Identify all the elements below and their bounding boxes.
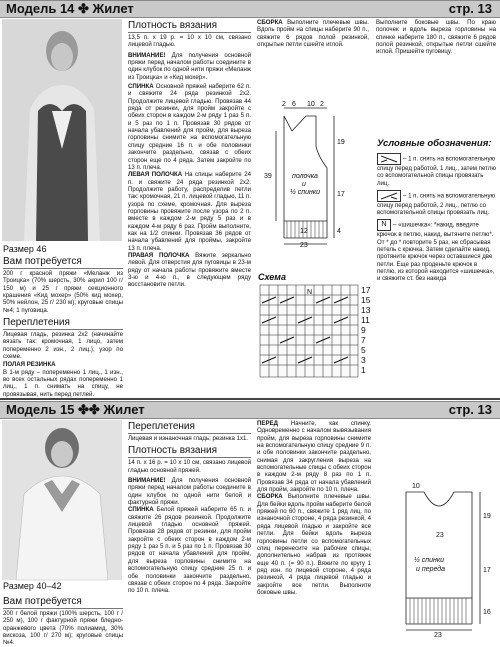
model15-need-text: 200 г белой пряжи (100% шерсть, 100 г / 250 м), 100 г фактурной пряжи бледно-оранжевого цвета (70% полиамид, 30% вискоза, 100 г/ 270 м); круговые спицы №4.: [3, 610, 123, 647]
diag15-label-2: и переда: [416, 566, 446, 573]
model14-photo: [2, 19, 122, 241]
model14-attention-text: Для получения основной пряжи перед началом работы соедините в один клубок по одной нити пряжи «Меланж из Троицка» и «Кид мохер».: [128, 51, 251, 81]
diag15-num-1: 23: [436, 532, 444, 539]
model14-hollow-title: ПОЛАЯ РЕЗИНКА: [3, 361, 56, 369]
model15-front-label: ПЕРЕД: [257, 420, 278, 427]
model14-stitch-chart: [258, 283, 376, 379]
model14-title: Модель 14 ✤ Жилет: [6, 1, 134, 16]
cable-right-icon: [377, 190, 401, 202]
woman-white-vest-photo-icon: [2, 420, 122, 580]
model15-size: Размер 40–42: [3, 581, 62, 591]
diag15-num-2: 19: [483, 513, 491, 520]
model15-assembly-text: Выполните плечевые швы. Для бейки вдоль пройм наберите белой пряжей по 60 п., свяжите 1 ряд лиц. по изнаночной стороне, 4 ряда резинкой, 4 ряда лицевой гладью и закройте все петли. Для бейки вдоль выреза горловины петли со вспомогательных спиц перенесите на рабочие спицы, дополнительно набрав из протяжек еще 40 п. (= 90 п.). Вяжите по кругу 1 ряд изн. по лицевой стороне, 4 ряда резинкой, 4 ряда лицевой гладью и закройте все петли. Выполните боковые швы.: [257, 493, 371, 596]
diag14-label-2: и: [302, 181, 306, 188]
diag14-num-8: 12: [300, 228, 308, 235]
diag14-num-9: 23: [300, 242, 308, 249]
model15-front-text: Начните, как спинку. Одновременно с началом вывязывания пройм, для выреза горловины снимите на вспомогательную спицу средние 9 п. и обе половинки закончите раздельно, снимая для закругления выреза на вспомогательные спицы с обеих сторон в каждом 2-м ряду 8 раз по 1 п. Провязав 34 ряда от начала убавлений для пройм, закройте по 10 п. плеча.: [257, 420, 371, 494]
model15-page: стр. 13: [448, 402, 492, 417]
diag15-num-0: 10: [412, 483, 420, 490]
diag14-num-5: 39: [264, 173, 272, 180]
diag14-num-7: 4: [337, 228, 341, 235]
models-divider: [0, 398, 500, 400]
model14-header: [0, 0, 500, 18]
model14-weave-text: Лицевая гладь, резинка 2х2 (начинайте вязать так: кромочная, 1 лицо, затем попеременно 2 изн., 2 лиц.); узор по схеме.: [3, 331, 123, 361]
cable-left-icon: [377, 153, 401, 165]
model15-assembly-label: СБОРКА: [257, 493, 283, 501]
model14-weave-title: Переплетения: [3, 317, 123, 330]
model15-title: Модель 15 ✤✤ Жилет: [6, 402, 145, 417]
model15-col1: [3, 581, 123, 647]
schema-title: Схема: [258, 272, 286, 282]
model14-attention-label: ВНИМАНИЕ!: [128, 51, 166, 59]
model14-assembly-text: Выполните плечевые швы. Вдоль пройм на спицы наберите 90 п., свяжите 6 рядов полой резинкой, открытые петли сшейте иглой.: [257, 19, 369, 49]
model14-pattern-diagram: [262, 96, 380, 248]
model14-page: стр. 13: [448, 1, 492, 16]
model14-back-label: СПИНКА: [128, 83, 154, 91]
model15-weave-title: Переплетения: [128, 421, 251, 434]
model14-right-label: ПРАВАЯ ПОЛОЧКА: [128, 251, 190, 259]
schema-row-15: 15: [361, 295, 371, 305]
model14-right-text: Вяжите зеркально левой. Для отверстия для пуговицы в 23-м ряду от начала работы провяжите вместе 3-ю и 4-ю п., в следующем ряду восстановите петли.: [128, 251, 252, 289]
model14-size: Размер 46: [3, 244, 47, 254]
schema-row-9: 9: [361, 325, 366, 335]
schema-row-17: 17: [361, 285, 371, 295]
model14-col4-text: Выполните боковые швы. По краю полочек и вдоль выреза горловины на спинке наберите 180 п., свяжите 6 рядов полой резинкой, открытые петли сшейте иглой. Пришейте пуговицу.: [376, 19, 496, 56]
model14-col2: [128, 19, 251, 394]
model15-density-title: Плотность вязания: [128, 445, 251, 458]
model15-col2: [128, 420, 251, 642]
woman-vest-photo-icon: [2, 19, 122, 241]
model14-density-text: 13,5 п. х 19 р. = 10 х 10 см, связано лицевой гладью.: [128, 34, 251, 49]
model14-assembly-label: СБОРКА: [257, 19, 283, 26]
model14-col1: [3, 244, 123, 398]
model14-need-text: 200 г красной пряжи «Меланж из Троицка» (70% шерсть, 30% акрил 100 г/ 150 м) и 25 г пряжи секционного крашения «Кид мохер» (50% кид мохер, 50% нейлон, 25 г/ 230 м); круговые спицы №4; 1 пуговица.: [3, 270, 123, 314]
schema-row-1: 1: [361, 365, 366, 375]
model15-photo: [2, 420, 122, 580]
schema-row-11: 11: [361, 315, 370, 325]
legend-item-3: – «шишечка»: *накид, введите крючок в петлю, накид, вытяните петлю*. От * до * повторите 5 раз, не сбрасывая петель с крючка. Затем сделайте накид, протяните крючок через оставшиеся две петли. Еще раз проденьте крючок в петлю, из которой находится «шишечка», и свяжите ст. без накида: [377, 222, 495, 283]
model15-density-text: 14 п. х 16 р. = 10 х 10 см, связано лицевой гладью основной пряжей.: [128, 459, 251, 474]
model15-pattern-diagram: [384, 478, 496, 638]
diag15-num-3: 17: [483, 567, 491, 574]
schema-row-3: 3: [361, 355, 366, 365]
schema-row-13: 13: [361, 305, 371, 315]
diag15-label-1: ½ спинки: [414, 557, 445, 564]
model14-legend: [377, 138, 497, 396]
model15-col3: [257, 420, 371, 642]
legend-item-1: – 1 п. снять на вспомогательную спицу перед работой, 1 лиц., затем петлю со вспомогательной спицы провязать лиц.: [377, 155, 496, 187]
model14-need-title: Вам потребуется: [3, 256, 123, 269]
model14-back-text: Основной пряжей наберите 62 п. и свяжите 24 ряда резинкой 2х2. Продолжите лицевой гладью. Провязав 44 ряда от резинки, для пройм закройте с обеих сторон в каждом 2-м ряду 1 раз 5 п. и 5 раз по 1 п. Провязав 30 рядов от начала убавлений для пройм, для выреза горловины снимите на вспомогательную спицу средние 16 п. и обе половинки закончите раздельно, связав с обеих сторон еще по 4 ряда. Затем закройте по 13 п. плеча.: [128, 83, 251, 171]
model14-col3: [257, 19, 369, 101]
model15-attention-label: ВНИМАНИЕ!: [128, 477, 166, 485]
model15-attention-text: Для получения основной пряжи перед началом работы соедините в один клубок по одной нити белой и фактурной пряжи.: [128, 477, 251, 507]
bobble-icon: N: [377, 219, 391, 231]
model15-back-text: Белой пряжей наберите 65 п. и свяжите 26 рядов резинкой. Продолжите лицевой гладью основной пряжей. Провязав 28 рядов от резинки, для пройм закройте с обеих сторон в каждом 2-м ряду 1 раз 5 п. и 5 раз по 1 п. Провязав 30 рядов от начала убавлений для пройм, для выреза горловины снимите на вспомогательную спицу средние 25 п. и обе половинки закончите раздельно, связав с обеих сторон по 4 ряда. Закройте по 10 п. плеча.: [128, 506, 251, 595]
diag14-num-6: 17: [337, 191, 345, 198]
diag14-num-0: 2: [282, 101, 286, 108]
legend-item-2: – 1 п. снять на вспомогательную спицу перед работой, 2 лиц., петлю со вспомогательной спицы провязать лиц.: [377, 192, 496, 217]
legend-title: Условные обозначения:: [377, 138, 492, 149]
diag14-num-3: 2: [320, 101, 324, 108]
schema-row-5: 5: [361, 345, 366, 355]
schema-row-7: 7: [361, 335, 366, 345]
model14-col4: [376, 19, 496, 79]
model15-header: [0, 401, 500, 419]
diag14-num-2: 10: [307, 101, 315, 108]
svg-text:N: N: [307, 289, 313, 296]
model15-back-label: СПИНКА: [128, 506, 154, 514]
model14-left-label: ЛЕВАЯ ПОЛОЧКА: [128, 171, 183, 179]
model14-density-title: Плотность вязания: [128, 20, 251, 33]
model14-hollow-text: В 1-м ряду – попеременно 1 лиц., 1 изн., во всех остальных рядах попеременно 1 лиц., 1 п. снимать на спицу, не провязывая, нить перед петлей.: [3, 368, 123, 398]
diag14-label-1: полочка: [292, 173, 318, 180]
model14-left-text: На спицы наберите 24 п. и свяжите 24 ряда резинкой 2х2. Продолжите работу, распределив петли так: кромочная, 21 п. лицевой гладью, 11 п. узора по схеме, кромочная. Для выреза горловины провяжите после узора по 2 п. вместе в каждом 2-м ряду 5 раз и в каждом 4-м ряду 6 раз. Пройм выполните, как на 1/2 спинки. Провязав 36 рядов от начала убавлений для проймы, закройте 13 п. плеча.: [128, 171, 251, 252]
model15-need-title: Вам потребуется: [3, 596, 123, 609]
diag15-num-4: 16: [483, 609, 491, 616]
diag15-num-5: 23: [434, 632, 442, 639]
diag14-num-1: 6: [292, 101, 296, 108]
model15-weave-text: Лицевая и изнаночная гладь; резинка 1х1.: [128, 435, 249, 442]
diag14-num-4: 19: [337, 139, 345, 146]
diag14-label-3: ½ спинки: [290, 189, 321, 196]
